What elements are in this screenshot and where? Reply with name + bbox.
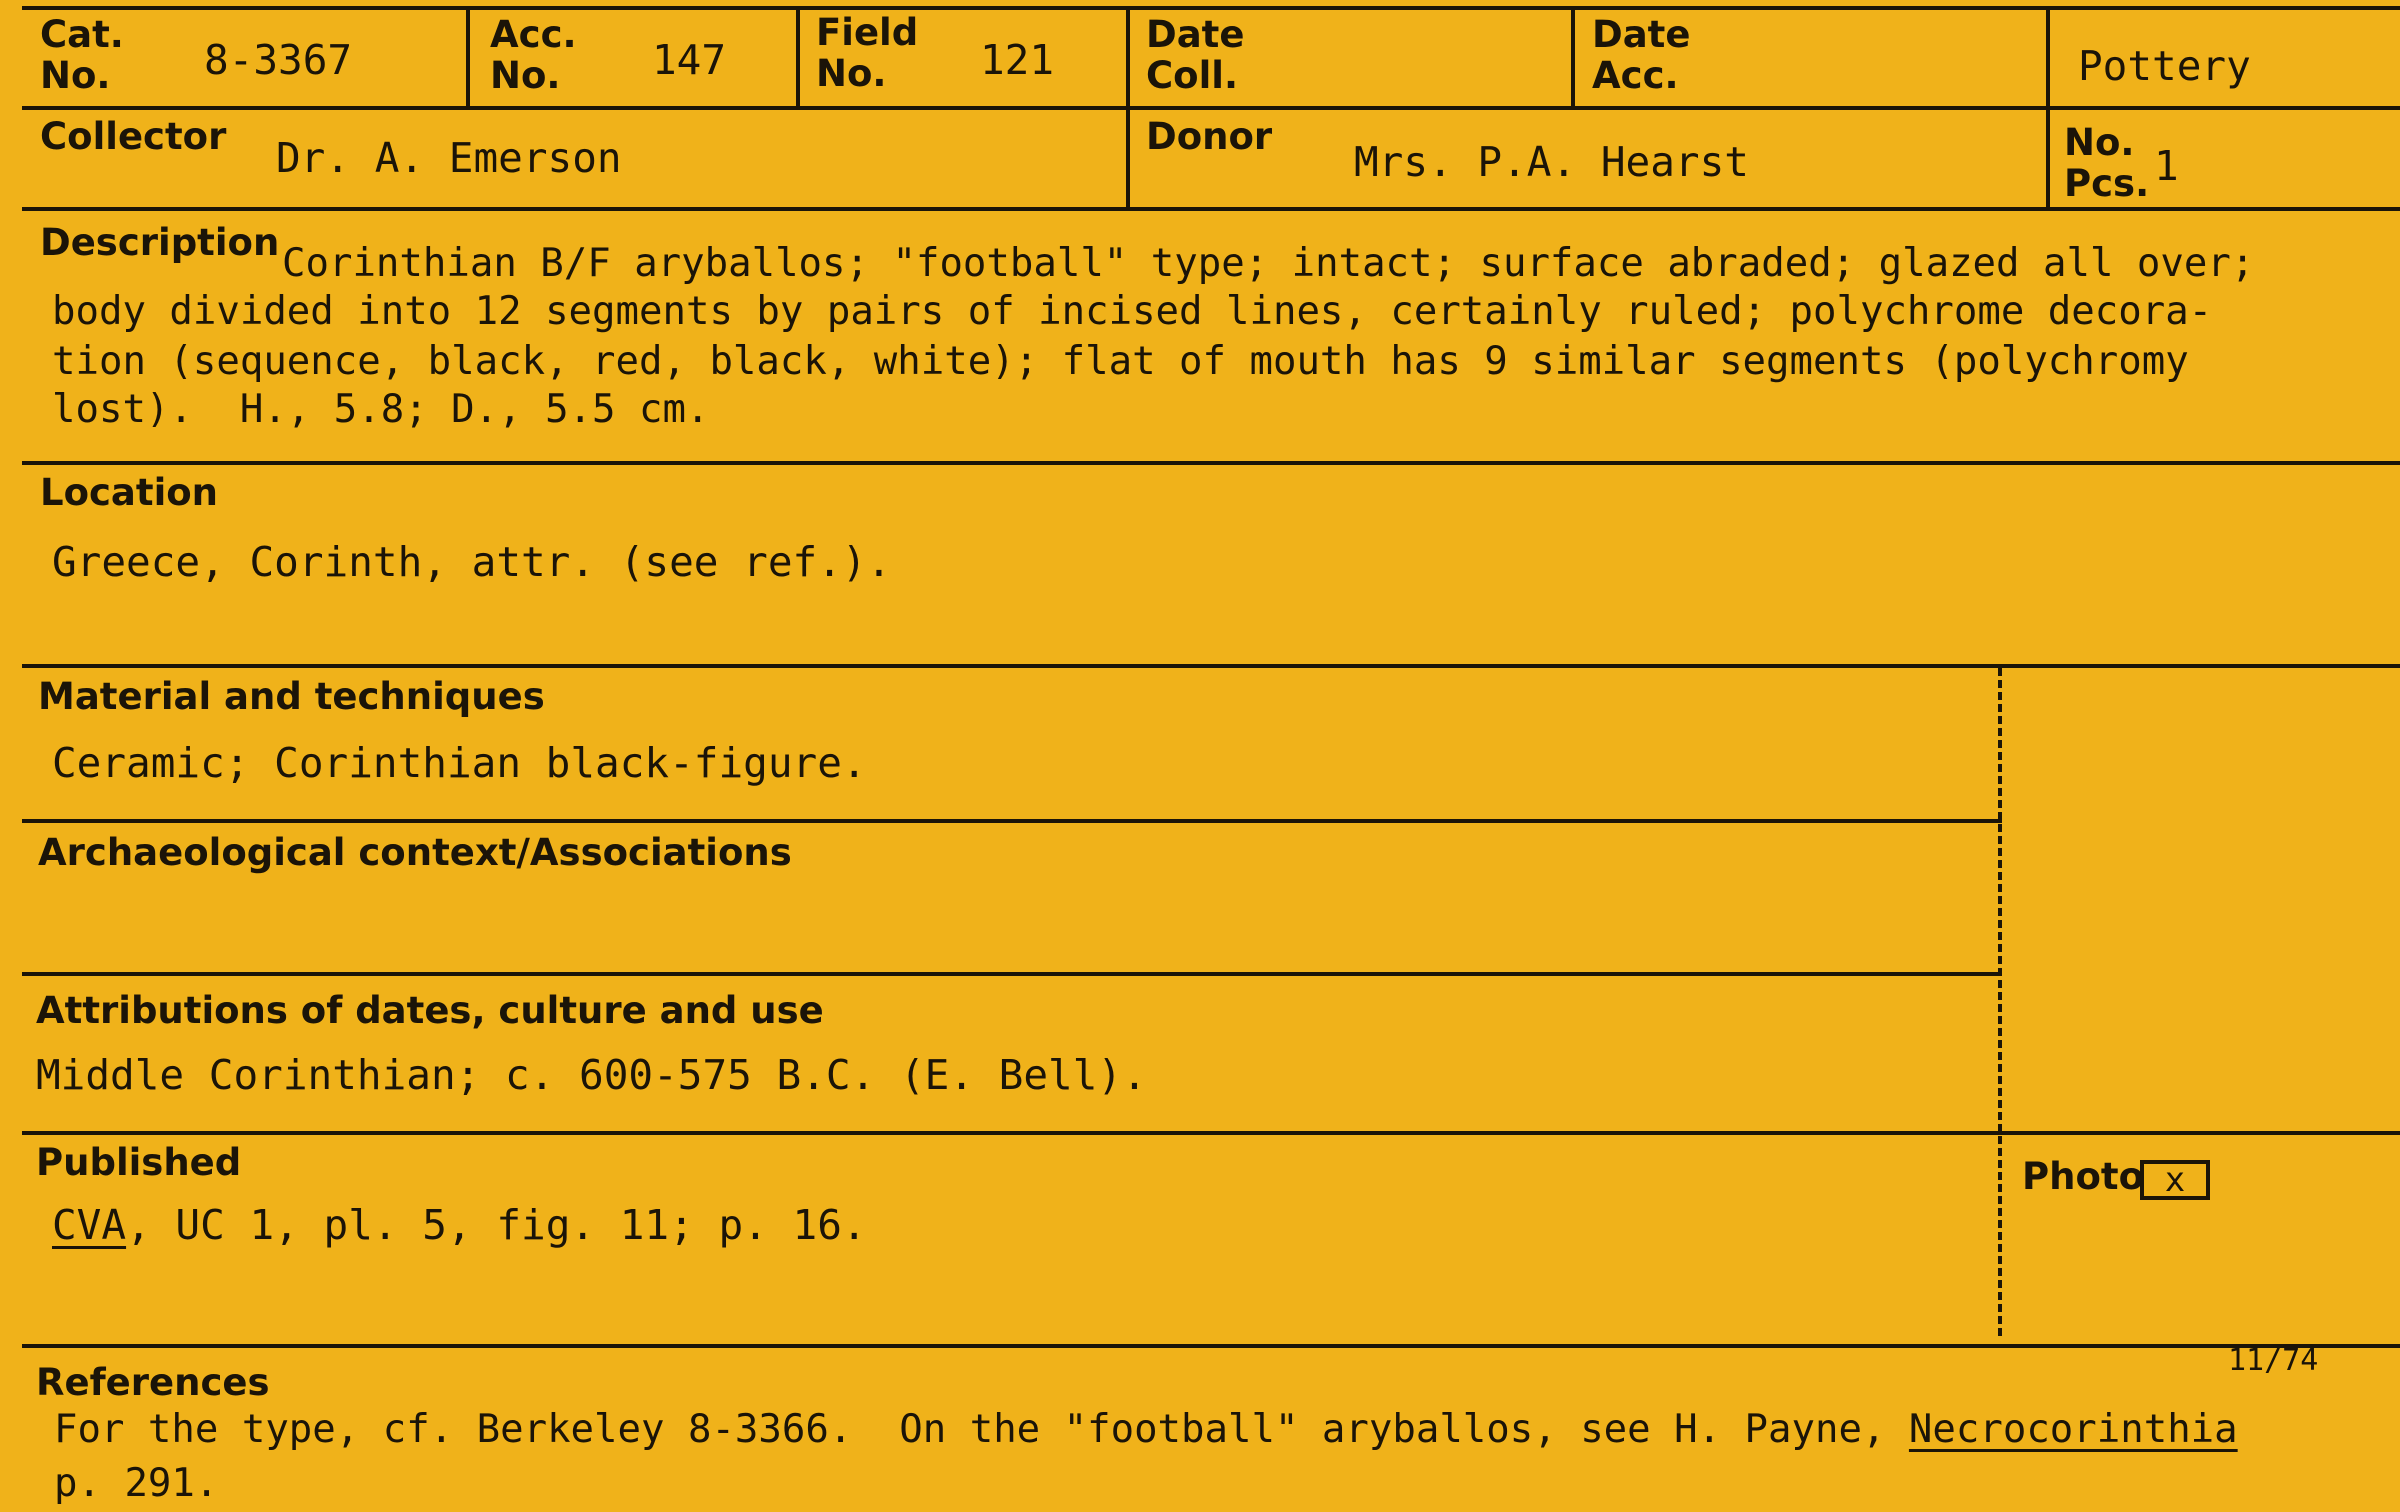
card-date: 11/74 xyxy=(2228,1343,2319,1378)
references-line1-text: For the type, cf. Berkeley 8-3366. On the "football" aryballos, see H. Payne, xyxy=(54,1407,1909,1452)
rule-location-bottom xyxy=(22,664,2400,668)
photo-label: Photo xyxy=(2022,1155,2144,1198)
cat-no-value: 8-3367 xyxy=(204,36,353,84)
rule-context-bottom xyxy=(22,972,2002,976)
published-citation xyxy=(52,1201,867,1249)
cat-no-label-line1: Cat. xyxy=(40,13,124,56)
rule-description-bottom xyxy=(22,461,2400,465)
context-label: Archaeological context/Associations xyxy=(38,831,792,874)
date-acc-label xyxy=(1592,13,1691,97)
acc-no-value: 147 xyxy=(652,36,727,84)
attributions-label: Attributions of dates, culture and use xyxy=(36,989,824,1032)
date-coll-label xyxy=(1146,13,1245,97)
description-line4: lost). H., 5.8; D., 5.5 cm. xyxy=(52,387,710,432)
donor-label: Donor xyxy=(1146,115,1273,158)
dashed-divider-photo-column xyxy=(1998,668,2002,1336)
no-pcs-value: 1 xyxy=(2154,142,2179,190)
collector-label: Collector xyxy=(40,115,227,158)
divider-acc-field xyxy=(796,6,800,110)
rule-top xyxy=(22,6,2400,10)
acc-no-label-line2: No. xyxy=(490,54,561,97)
photo-checkbox: x xyxy=(2140,1160,2210,1200)
rule-header-bottom xyxy=(22,106,2400,110)
category-value: Pottery xyxy=(2078,42,2251,90)
no-pcs-label-line1: No. xyxy=(2064,121,2135,164)
published-label: Published xyxy=(36,1141,242,1184)
rule-attributions-bottom xyxy=(22,1131,2400,1135)
material-value: Ceramic; Corinthian black-figure. xyxy=(52,739,867,787)
references-line1 xyxy=(54,1406,2238,1454)
description-line3: tion (sequence, black, red, black, white); flat of mouth has 9 similar segments (polychromy xyxy=(52,339,2189,384)
description-label: Description xyxy=(40,221,280,264)
divider-datecoll-dateacc xyxy=(1571,6,1575,110)
acc-no-label-line1: Acc. xyxy=(490,13,577,56)
cat-no-label xyxy=(40,13,124,97)
rule-material-bottom xyxy=(22,819,2002,823)
published-ref-abbrev: CVA xyxy=(52,1201,127,1249)
material-label: Material and techniques xyxy=(38,675,545,718)
date-coll-label-line1: Date xyxy=(1146,13,1245,56)
divider-cat-acc xyxy=(466,6,470,110)
description-line1: Corinthian B/F aryballos; "football" type; intact; surface abraded; glazed all over; xyxy=(282,241,2255,286)
location-label: Location xyxy=(40,471,219,514)
donor-value: Mrs. P.A. Hearst xyxy=(1354,138,1749,186)
references-title: Necrocorinthia xyxy=(1908,1407,2238,1452)
field-no-label xyxy=(816,11,919,95)
field-no-label-line2: No. xyxy=(816,52,887,95)
collector-value: Dr. A. Emerson xyxy=(276,134,622,182)
divider-dateacc-category xyxy=(2046,6,2050,211)
description-line2: body divided into 12 segments by pairs of incised lines, certainly ruled; polychrome decora- xyxy=(52,289,2213,334)
no-pcs-label-line2: Pcs. xyxy=(2064,162,2150,205)
rule-collector-bottom xyxy=(22,207,2400,211)
field-no-value: 121 xyxy=(980,36,1055,84)
date-coll-label-line2: Coll. xyxy=(1146,54,1238,97)
references-label: References xyxy=(36,1361,270,1404)
acc-no-label xyxy=(490,13,577,97)
attributions-value: Middle Corinthian; c. 600-575 B.C. (E. Bell). xyxy=(36,1051,1147,1099)
field-no-label-line1: Field xyxy=(816,11,919,54)
divider-field-datecoll xyxy=(1126,6,1130,211)
rule-published-bottom xyxy=(22,1344,2400,1348)
no-pcs-label xyxy=(2064,121,2150,205)
references-line2: p. 291. xyxy=(54,1461,219,1506)
date-acc-label-line1: Date xyxy=(1592,13,1691,56)
cat-no-label-line2: No. xyxy=(40,54,111,97)
date-acc-label-line2: Acc. xyxy=(1592,54,1679,97)
location-value: Greece, Corinth, attr. (see ref.). xyxy=(52,538,892,586)
published-ref-rest: , UC 1, pl. 5, fig. 11; p. 16. xyxy=(126,1201,867,1249)
